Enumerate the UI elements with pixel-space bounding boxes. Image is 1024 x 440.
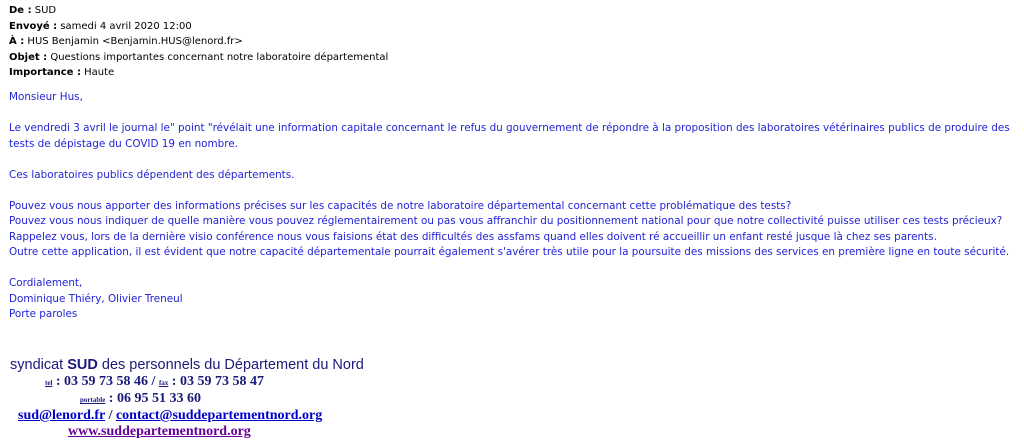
mobile-line (80, 391, 201, 407)
signatory-names: Dominique Thiéry, Olivier Treneul (9, 292, 183, 305)
sent-value: samedi 4 avril 2020 12:00 (60, 20, 192, 32)
to-label: À : (9, 36, 25, 47)
from-label: De : (9, 5, 32, 16)
union-acronym: SUD (67, 357, 98, 373)
website-link[interactable]: www.suddepartementnord.org (68, 424, 251, 439)
greeting: Monsieur Hus, (9, 91, 83, 103)
paragraph-journal: Le vendredi 3 avril le journal le" point "révélait une information capitale concernant le refus du gouvernement de répondre à la proposition des laboratoires vétérinaires publics de produire des tests de dépistage du COVID 19 en nombre. (9, 122, 1010, 150)
question-capacities: Pouvez vous nous apporter des informations précises sur les capacités de notre laboratoire départemental concernant cette problématique des tests? (9, 199, 792, 212)
phone-fax-line (45, 374, 264, 390)
signatory-role: Porte paroles (9, 308, 78, 320)
importance-row (9, 65, 388, 81)
mobile-value: : 06 95 51 33 60 (105, 391, 201, 406)
to-value: HUS Benjamin <Benjamin.HUS@lenord.fr> (27, 36, 243, 47)
fax-label: fax (158, 379, 169, 387)
question-regulation: Pouvez vous nous indiquer de quelle manière vous pouvez réglementairement ou pas vous affranchir du positionnement national pour que notre collectivité puisse utiliser ces tests précieux? (9, 215, 1003, 227)
website-line (68, 424, 251, 440)
email-link-sud[interactable]: sud@lenord.fr (18, 408, 106, 423)
subject-value: Questions importantes concernant notre laboratoire départemental (50, 51, 389, 63)
from-value: SUD (34, 5, 57, 16)
email-line (18, 408, 322, 424)
closing: Cordialement, (9, 277, 83, 289)
email-separator: / (105, 408, 116, 423)
paragraph-laboratories: Ces laboratoires publics dépendent des départements. (9, 168, 295, 181)
paragraph-application: Outre cette application, il est évident que notre capacité départementale pourrait également s'avérer très utile pour la poursuite des missions des services en première ligne en toute sécurité. (9, 246, 1010, 258)
union-name-prefix: syndicat (10, 357, 68, 373)
union-name (10, 357, 364, 373)
subject-label: Objet : (9, 51, 48, 63)
to-row (9, 34, 388, 50)
reminder-assfams: Rappelez vous, lors de la dernière visio conférence nous vous faisions état des difficultés des assfams quand elles doivent ré accueillir un enfant resté jusque là chez ses parents. (9, 230, 937, 243)
from-row (9, 3, 388, 19)
tel-label: tel (45, 379, 53, 387)
sent-label: Envoyé : (9, 20, 58, 32)
union-name-suffix: des personnels du Département du Nord (97, 357, 364, 373)
importance-value: Haute (84, 67, 115, 78)
email-link-contact[interactable]: contact@suddepartementnord.org (115, 408, 323, 423)
tel-value: : 03 59 73 58 46 / (52, 374, 159, 389)
mobile-label: portable (80, 396, 106, 404)
subject-row (9, 50, 388, 66)
fax-value: : 03 59 73 58 47 (168, 374, 264, 389)
importance-label: Importance : (9, 67, 81, 78)
email-headers (9, 3, 388, 81)
email-body (9, 90, 1019, 323)
sent-row (9, 19, 388, 35)
